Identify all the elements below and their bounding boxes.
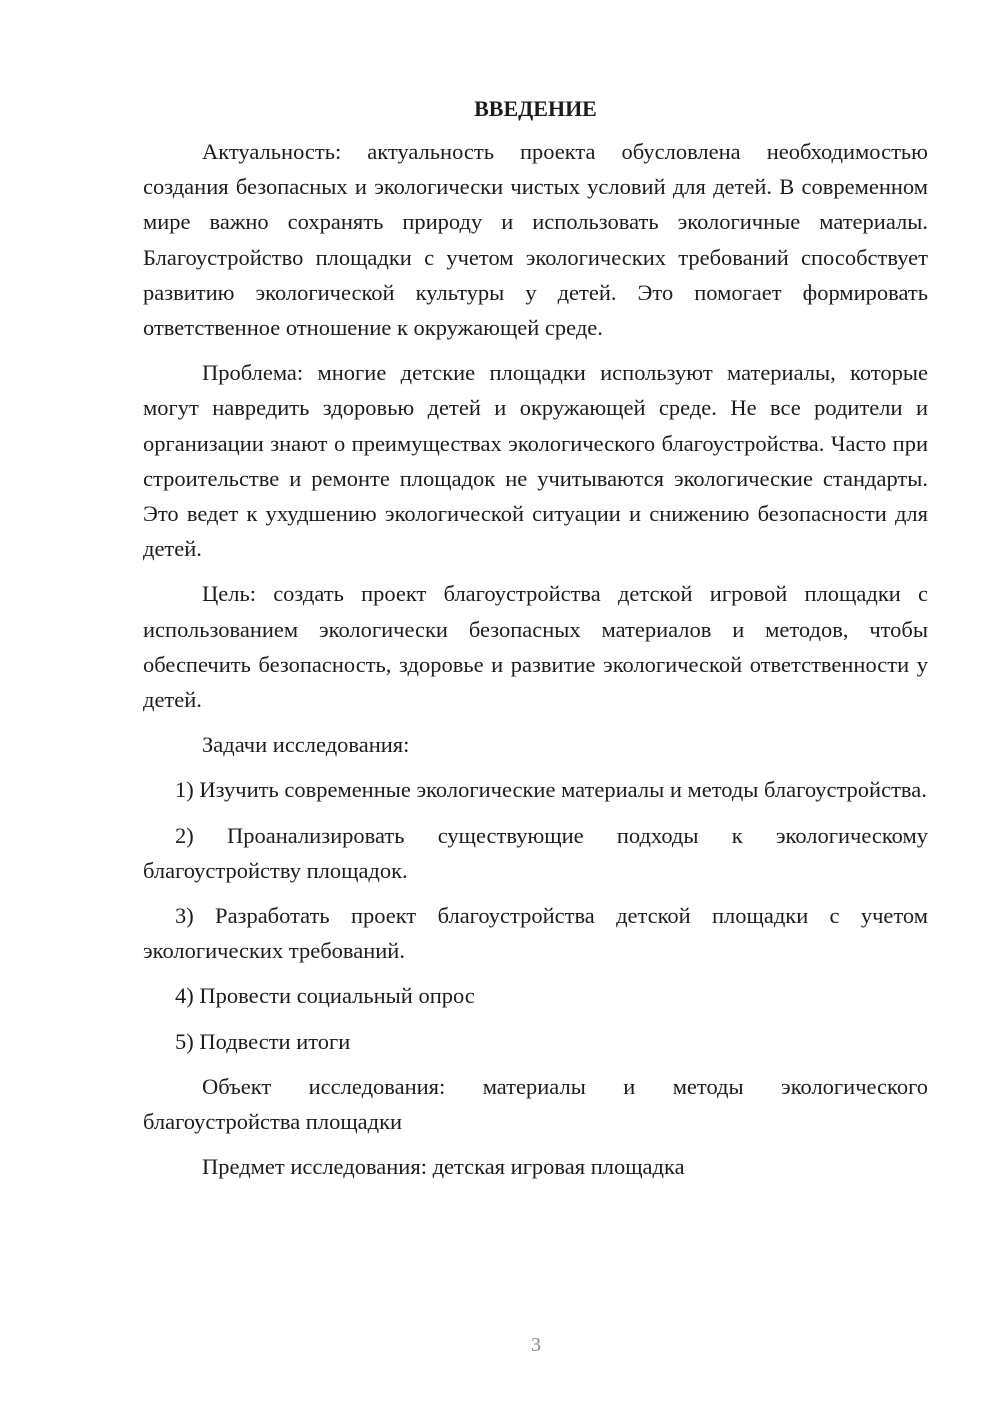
- tasks-heading: Задачи исследования:: [202, 732, 410, 758]
- task-item: 4) Провести социальный опрос: [175, 983, 475, 1009]
- problem-paragraph: Проблема: многие детские площадки используют материалы, которые могут навредить здоровью детей и окружающей среде. Не все родители и организации знают о преимуществах экологического благоустройства. Часто при строительстве и ремонте площадок не учитываются экологические стандарты. Это ведет к ухудшению экологической ситуации и снижению безопасности для детей.: [143, 360, 928, 562]
- task-item: 1) Изучить современные экологические материалы и методы благоустройства.: [175, 777, 927, 803]
- page-number: 3: [531, 1334, 541, 1356]
- goal-paragraph: Цель: создать проект благоустройства детской игровой площадки с использованием экологически безопасных материалов и методов, чтобы обеспечить безопасность, здоровье и развитие экологической ответственности у детей.: [143, 581, 928, 713]
- subject-paragraph: Предмет исследования: детская игровая площадка: [202, 1154, 685, 1180]
- section-heading: ВВЕДЕНИЕ: [474, 96, 597, 121]
- task-item: 3) Разработать проект благоустройства детской площадки с учетом экологических требований.: [143, 903, 928, 964]
- document-page: [143, 92, 928, 1194]
- relevance-paragraph: Актуальность: актуальность проекта обусловлена необходимостью создания безопасных и экологически чистых условий для детей. В современном мире важно сохранять природу и использовать экологичные материалы. Благоустройство площадки с учетом экологических требований способствует развитию экологической культуры у детей. Это помогает формировать ответственное отношение к окружающей среде.: [143, 139, 928, 341]
- task-item: 2) Проанализировать существующие подходы к экологическому благоустройству площадок.: [143, 822, 928, 883]
- object-paragraph: Объект исследования: материалы и методы экологического благоустройства площадки: [143, 1073, 928, 1135]
- task-item: 5) Подвести итоги: [175, 1028, 351, 1054]
